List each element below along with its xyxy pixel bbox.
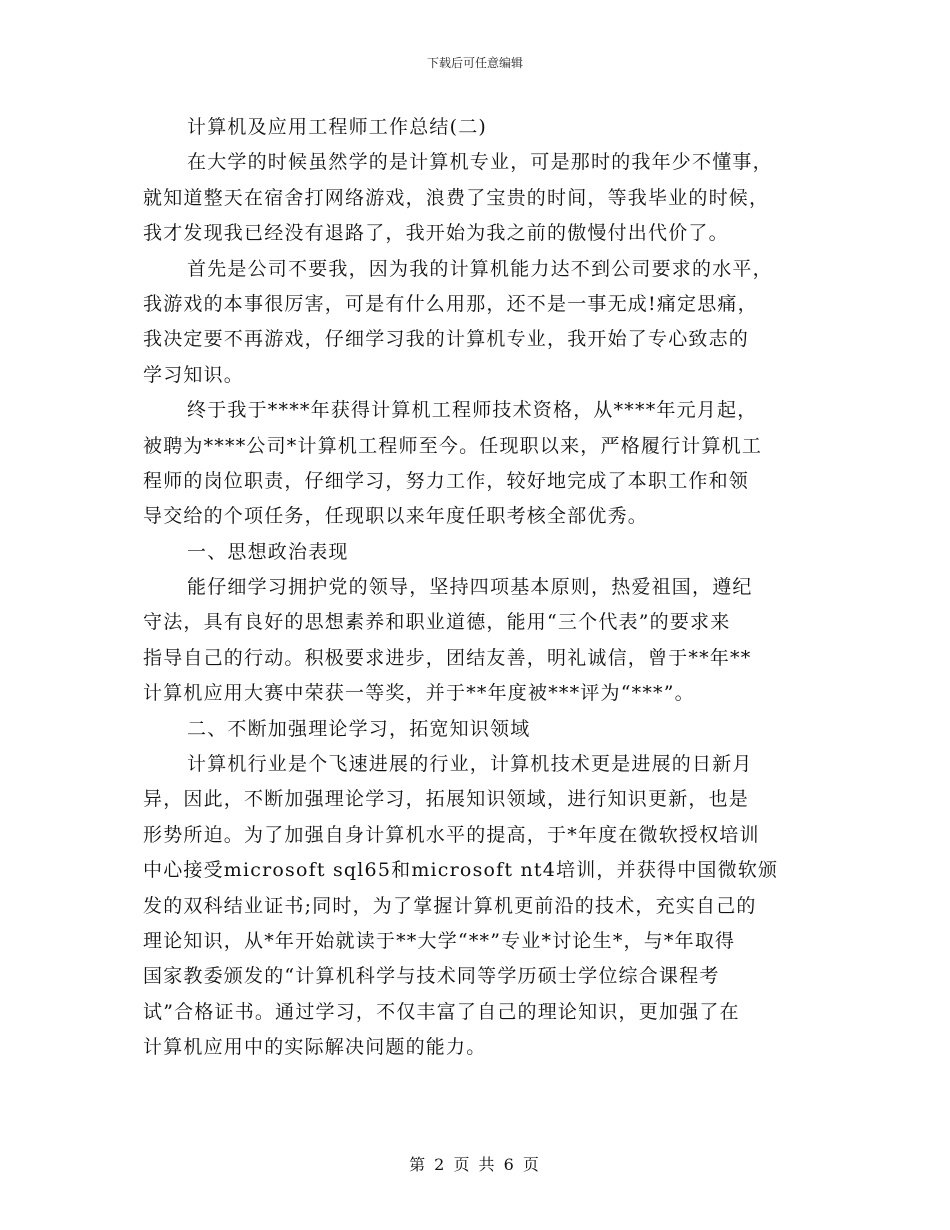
text-line: 计算机应用大赛中荣获一等奖，并于**年度被***评为“***”。: [143, 682, 695, 705]
text-line: 二、不断加强理论学习，拓宽知识领域: [187, 717, 531, 740]
text-line: 试”合格证书。通过学习，不仅丰富了自己的理论知识，更加强了在: [143, 1000, 740, 1023]
text-line: 形势所迫。为了加强自身计算机水平的提高，于*年度在微软授权培训: [143, 823, 760, 846]
text-line: 计算机应用中的实际解决问题的能力。: [143, 1036, 487, 1059]
text-line: 发的双科结业证书;同时，为了掌握计算机更前沿的技术，充实自己的: [143, 894, 757, 917]
text-line: 异，因此，不断加强理论学习，拓展知识领域，进行知识更新，也是: [143, 788, 750, 811]
text-line: 我决定要不再游戏，仔细学习我的计算机专业，我开始了专心致志的: [143, 328, 750, 351]
text-line: 被聘为****公司*计算机工程师至今。任现职以来，严格履行计算机工: [143, 434, 763, 457]
document-body: [143, 110, 808, 1066]
text-line: 能仔细学习拥护党的领导，坚持四项基本原则，热爱祖国，遵纪: [187, 576, 753, 599]
document-title: 计算机及应用工程师工作总结(二): [187, 116, 488, 138]
text-line: 我游戏的本事很厉害，可是有什么用那，还不是一事无成!痛定思痛，: [143, 292, 758, 315]
text-line: 守法，具有良好的思想素养和职业道德，能用“三个代表”的要求来: [143, 611, 731, 634]
text-line: 程师的岗位职责，仔细学习，努力工作，较好地完成了本职工作和领: [143, 469, 750, 492]
text-line: 中心接受microsoft sql65和microsoft nt4培训，并获得中国微软颁: [143, 859, 779, 882]
header-note: 下载后可任意编辑: [426, 56, 523, 70]
text-line: 一、思想政治表现: [187, 540, 349, 563]
text-line: 理论知识，从*年开始就读于**大学“**”专业*讨论生*，与*年取得: [143, 929, 736, 952]
text-line: 指导自己的行动。积极要求进步，团结友善，明礼诚信，曾于**年**: [143, 646, 752, 669]
text-line: 就知道整天在宿舍打网络游戏，浪费了宝贵的时间，等我毕业的时候，: [143, 186, 770, 209]
text-line: 在大学的时候虽然学的是计算机专业，可是那时的我年少不懂事，: [187, 151, 773, 174]
text-line: 国家教委颁发的“计算机科学与技术同等学历硕士学位综合课程考: [143, 965, 720, 988]
text-line: 首先是公司不要我，因为我的计算机能力达不到公司要求的水平，: [187, 257, 773, 280]
text-line: 学习知识。: [143, 363, 245, 386]
text-line: 计算机行业是个飞速进展的行业，计算机技术更是进展的日新月: [187, 753, 753, 776]
text-line: 导交给的个项任务，任现职以来年度任职考核全部优秀。: [143, 505, 649, 528]
text-line: 我才发现我已经没有退路了，我开始为我之前的傲慢付出代价了。: [143, 222, 729, 245]
page-number: 第 2 页 共 6 页: [409, 1155, 541, 1174]
text-line: 终于我于****年获得计算机工程师技术资格，从****年元月起，: [187, 399, 758, 422]
